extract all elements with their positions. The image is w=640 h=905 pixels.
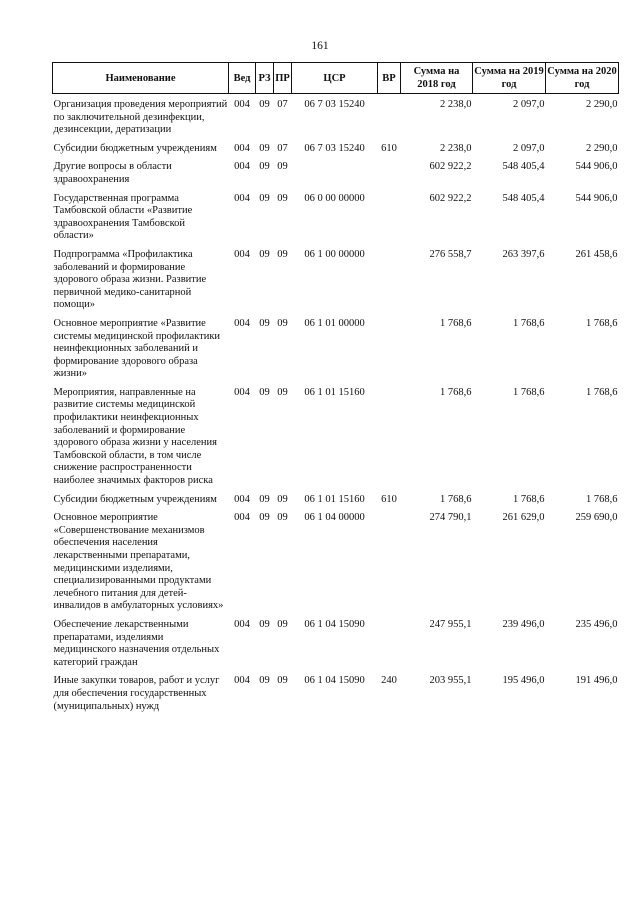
row-rz: 09 [259, 161, 270, 173]
row-name: Организация проведения мероприятий по заключительной дезинфекции, дезинсекции, дератизации [53, 99, 228, 136]
row-rz: 09 [259, 248, 270, 260]
row-sum-2018: 2 238,0 [440, 99, 472, 110]
header-sum-2018: Сумма на 2018 год [401, 63, 473, 94]
row-sum-2018: 203 955,1 [429, 675, 472, 687]
row-pr: 09 [277, 675, 288, 687]
row-sum-2018: 274 790,1 [429, 512, 472, 524]
row-pr: 09 [277, 161, 288, 173]
row-pr: 09 [277, 618, 288, 630]
row-sum-2020: 1 768,6 [586, 386, 618, 398]
row-sum-2020: 259 690,0 [575, 512, 618, 524]
row-ved: 004 [234, 493, 250, 505]
row-csr: 06 7 03 15240 [304, 142, 365, 154]
table-header-row [53, 63, 619, 94]
row-ved: 004 [234, 317, 250, 329]
row-sum-2019: 2 097,0 [513, 142, 545, 154]
row-rz: 09 [259, 317, 270, 329]
row-rz: 09 [259, 142, 270, 154]
row-name: Другие вопросы в области здравоохранения [53, 161, 172, 185]
header-ved: Вед [229, 63, 256, 94]
row-name: Государственная программа Тамбовской области «Развитие здравоохранения Тамбовской области» [53, 192, 193, 242]
row-sum-2018: 247 955,1 [429, 618, 472, 630]
row-csr [292, 155, 378, 186]
row-pr: 09 [277, 317, 288, 329]
row-vr [378, 506, 401, 613]
row-sum-2019: 239 496,0 [502, 618, 545, 630]
row-sum-2018: 602 922,2 [429, 192, 472, 204]
table-row [53, 243, 619, 312]
row-ved: 004 [234, 675, 250, 687]
row-pr: 07 [277, 142, 288, 154]
row-sum-2020: 191 496,0 [575, 675, 618, 687]
header-pr: ПР [274, 63, 292, 94]
row-ved: 004 [234, 142, 250, 154]
row-pr: 09 [277, 192, 288, 204]
row-name: Основное мероприятие «Совершенствование механизмов обеспечения населения лекарственными препаратами, медицинскими изделиями, специализированными продуктами лечебного питания для детей-инвалидов в амбулаторных условиях» [53, 512, 224, 612]
row-csr: 06 1 04 15090 [304, 618, 365, 630]
row-pr: 07 [277, 99, 288, 110]
row-sum-2019: 1 768,6 [513, 317, 545, 329]
row-sum-2020: 2 290,0 [586, 142, 618, 154]
budget-table [52, 62, 619, 713]
row-ved: 004 [234, 99, 250, 110]
row-sum-2018: 1 768,6 [440, 493, 472, 505]
row-sum-2020: 544 906,0 [575, 161, 618, 173]
row-vr [378, 613, 401, 669]
row-name: Основное мероприятие «Развитие системы медицинской профилактики неинфекционных заболеваний и формирование здорового образа жизни» [53, 317, 221, 380]
table-row [53, 488, 619, 507]
row-sum-2019: 548 405,4 [502, 192, 545, 204]
row-sum-2019: 2 097,0 [513, 99, 545, 110]
row-rz: 09 [259, 192, 270, 204]
row-csr: 06 1 01 15160 [304, 386, 365, 398]
row-sum-2020: 235 496,0 [575, 618, 618, 630]
row-ved: 004 [234, 192, 250, 204]
row-name: Мероприятия, направленные на развитие системы медицинской профилактики неинфекционных заболеваний и формирование здорового образа жизни у населения Тамбовской области, в том числе снижение распространенности наиболее значимых факторов риска [53, 386, 217, 487]
row-rz: 09 [259, 493, 270, 505]
row-rz: 09 [259, 386, 270, 398]
row-csr: 06 1 04 00000 [304, 512, 365, 524]
table-row [53, 381, 619, 488]
row-vr [378, 243, 401, 312]
row-csr: 06 1 04 15090 [304, 675, 365, 687]
row-vr: 610 [381, 493, 397, 505]
table-row [53, 94, 619, 137]
row-sum-2018: 2 238,0 [440, 142, 472, 154]
row-sum-2019: 1 768,6 [513, 493, 545, 505]
row-sum-2019: 548 405,4 [502, 161, 545, 173]
row-sum-2020: 1 768,6 [586, 317, 618, 329]
row-rz: 09 [259, 675, 270, 687]
row-pr: 09 [277, 248, 288, 260]
row-vr [378, 312, 401, 381]
row-ved: 004 [234, 512, 250, 524]
row-rz: 09 [259, 99, 270, 110]
table-row [53, 613, 619, 669]
row-sum-2019: 195 496,0 [502, 675, 545, 687]
row-csr: 06 0 00 00000 [304, 192, 365, 204]
table-row [53, 187, 619, 243]
row-csr: 06 1 01 00000 [304, 317, 365, 329]
row-sum-2019: 261 629,0 [502, 512, 545, 524]
row-sum-2020: 544 906,0 [575, 192, 618, 204]
row-sum-2019: 1 768,6 [513, 386, 545, 398]
row-name: Обеспечение лекарственными препаратами, изделиями медицинского назначения отдельных категорий граждан [53, 618, 220, 668]
row-vr [378, 155, 401, 186]
row-vr [378, 94, 401, 137]
row-sum-2018: 276 558,7 [429, 248, 472, 260]
row-sum-2018: 602 922,2 [429, 161, 472, 173]
header-name: Наименование [53, 63, 229, 94]
row-sum-2018: 1 768,6 [440, 317, 472, 329]
row-pr: 09 [277, 386, 288, 398]
table-row [53, 669, 619, 713]
row-csr: 06 7 03 15240 [304, 99, 365, 110]
row-vr: 240 [381, 675, 397, 687]
row-rz: 09 [259, 618, 270, 630]
row-sum-2020: 1 768,6 [586, 493, 618, 505]
row-csr: 06 1 00 00000 [304, 248, 365, 260]
row-name: Субсидии бюджетным учреждениям [53, 493, 217, 505]
table-row [53, 312, 619, 381]
header-rz: РЗ [256, 63, 274, 94]
row-pr: 09 [277, 512, 288, 524]
header-sum-2020: Сумма на 2020 год [546, 63, 619, 94]
row-vr: 610 [381, 142, 397, 154]
row-ved: 004 [234, 618, 250, 630]
table-row [53, 506, 619, 613]
table-row [53, 137, 619, 156]
header-sum-2019: Сумма на 2019 год [473, 63, 546, 94]
row-rz: 09 [259, 512, 270, 524]
row-vr [378, 187, 401, 243]
row-ved: 004 [234, 161, 250, 173]
row-sum-2020: 2 290,0 [586, 99, 618, 110]
row-sum-2018: 1 768,6 [440, 386, 472, 398]
row-sum-2020: 261 458,6 [575, 248, 618, 260]
row-ved: 004 [234, 248, 250, 260]
row-name: Иные закупки товаров, работ и услуг для обеспечения государственных (муниципальных) нужд [53, 675, 220, 712]
page-number: 161 [311, 40, 329, 52]
row-pr: 09 [277, 493, 288, 505]
header-vr: ВР [378, 63, 401, 94]
row-vr [378, 381, 401, 488]
row-ved: 004 [234, 386, 250, 398]
row-name: Подпрограмма «Профилактика заболеваний и формирование здорового образа жизни. Развитие первичной медико-санитарной помощи» [53, 248, 207, 311]
header-csr: ЦСР [292, 63, 378, 94]
row-name: Субсидии бюджетным учреждениям [53, 142, 217, 154]
row-csr: 06 1 01 15160 [304, 493, 365, 505]
table-row [53, 155, 619, 186]
row-sum-2019: 263 397,6 [502, 248, 545, 260]
